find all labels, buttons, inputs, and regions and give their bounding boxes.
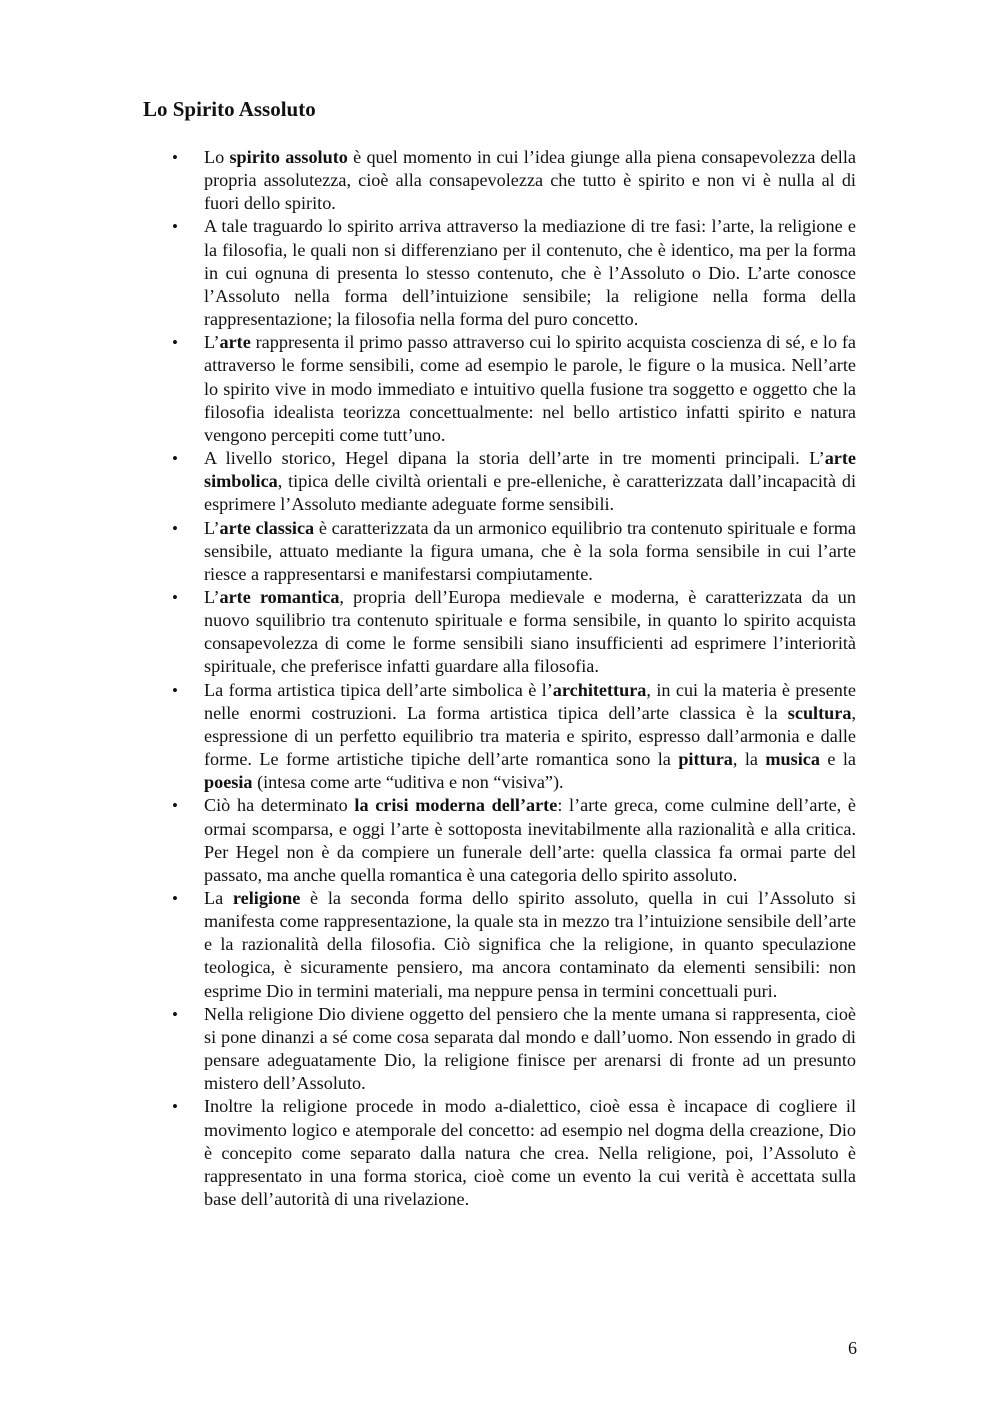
bold-term: scultura — [787, 702, 852, 723]
bullet-list — [167, 146, 856, 1211]
text-run: La forma artistica tipica dell’arte simbolica è l’ — [204, 679, 553, 700]
bullet-item — [167, 447, 856, 516]
bullet-icon: • — [172, 518, 178, 538]
page-number: 6 — [848, 1338, 857, 1358]
text-run: , propria dell’Europa medievale e moderna, è caratterizzata da un nuovo squilibrio tra contenuto spirituale e forma sensibile, in quanto lo spirito acquista consapevolezza di come le forme sensibili siano insufficienti ad esprimere l’interiorità spirituale, che preferisce infatti guardare alla filosofia. — [204, 586, 856, 677]
bullet-icon: • — [172, 1097, 178, 1117]
bullet-text — [204, 888, 856, 1001]
bold-term: la crisi moderna dell’arte — [354, 795, 558, 816]
text-run: , tipica delle civiltà orientali e pre-elleniche, è caratterizzata dall’incapacità di esprimere l’Assoluto mediante adeguate forme sensibili. — [204, 471, 856, 515]
bullet-icon: • — [172, 796, 178, 816]
text-run: L’ — [204, 517, 220, 538]
bullet-item — [167, 1003, 856, 1096]
bullet-text — [204, 518, 856, 584]
bullet-item — [167, 331, 856, 447]
bullet-icon: • — [172, 449, 178, 469]
bullet-text — [204, 216, 856, 329]
text-run: rappresenta il primo passo attraverso cui lo spirito acquista coscienza di sé, e lo fa attraverso le forme sensibili, come ad esempio le parole, le figure o la musica. Nell’arte lo spirito vive in modo immediato e intuitivo quella fusione tra soggetto e oggetto che la filosofia idealista teorizza concettualmente: nel bello artistico infatti spirito e natura vengono percepiti come tutt’uno. — [204, 332, 856, 445]
bullet-icon: • — [172, 333, 178, 353]
bold-term: architettura — [552, 679, 647, 700]
bullet-text — [204, 1096, 856, 1209]
bold-term: religione — [232, 888, 301, 908]
bullet-text — [204, 448, 856, 514]
text-run: è quel momento in cui l’idea giunge alla piena consapevolezza della propria assolutezza, cioè alla consapevolezza che tutto è spirito e non vi è nulla al di fuori dello spirito. — [204, 147, 856, 214]
bullet-text — [204, 147, 856, 213]
text-run: , in cui la materia è presente nelle enormi costruzioni. La forma artistica tipica dell’arte classica è la — [204, 679, 856, 723]
text-run: A livello storico, Hegel dipana la storia dell’arte in tre momenti principali. L’ — [204, 448, 825, 469]
bullet-item — [167, 215, 856, 331]
text-run: Inoltre la religione procede in modo a-dialettico, cioè essa è incapace di cogliere il movimento logico e atemporale del concetto: ad esempio nel dogma della creazione, Dio è concepito come separato dalla natura che crea. Nella religione, poi, l’Assoluto è rappresentato in una forma storica, cioè come un evento la cui verità è accettata sulla base dell’autorità di una rivelazione. — [204, 1096, 856, 1210]
text-run: : l’arte greca, come culmine dell’arte, è ormai scomparsa, e oggi l’arte è sottoposta inevitabilmente alla razionalità e alla critica. Per Hegel non è da compiere un funerale dell’arte: quella classica fa ormai parte del passato, ma anche quella romantica è una categoria dello spirito assoluto. — [204, 795, 856, 885]
bullet-item — [167, 146, 856, 215]
bullet-icon: • — [172, 680, 178, 700]
text-run: Ciò ha determinato — [204, 795, 355, 816]
text-run: è caratterizzata da un armonico equilibrio tra contenuto spirituale e forma sensibile, attuato mediante la figura umana, che è la sola forma sensibile in cui l’arte riesce a rappresentarsi e manifestarsi compiutamente. — [204, 517, 856, 584]
text-run: (intesa come arte “uditiva e non “visiva”). — [252, 772, 564, 793]
bullet-icon: • — [172, 889, 178, 908]
section-title: Lo Spirito Assoluto — [143, 97, 316, 121]
bullet-item — [167, 586, 856, 679]
bullet-icon: • — [172, 148, 178, 167]
text-run: Nella religione Dio diviene oggetto del pensiero che la mente umana si rappresenta, cioè si pone dinanzi a sé come cosa separata dal mondo e dall’uomo. Non essendo in grado di pensare adeguatamente Dio, la religione finisce per arenarsi di fronte ad un presunto mistero dell’Assoluto. — [204, 1003, 856, 1094]
bullet-text — [204, 332, 856, 445]
text-run: La — [204, 888, 233, 908]
bold-term: spirito assoluto — [229, 147, 348, 167]
bullet-icon: • — [172, 1004, 178, 1024]
bullet-item — [167, 887, 856, 1003]
text-run: Lo — [204, 147, 230, 167]
bold-term: musica — [765, 749, 820, 770]
bullet-item — [167, 794, 856, 887]
text-run: L’ — [204, 586, 220, 607]
bullet-icon: • — [172, 587, 178, 607]
bold-term: arte simbolica — [204, 448, 856, 492]
text-run: A tale traguardo lo spirito arriva attraverso la mediazione di tre fasi: l’arte, la religione e la filosofia, le quali non si differenziano per il contenuto, che è identico, ma per la forma in cui ognuna di presenta lo stesso contenuto, che è l’Assoluto o Dio. L’arte conosce l’Assoluto nella forma dell’intuizione sensibile; la religione nella forma della rappresentazione; la filosofia nella forma del puro concetto. — [204, 216, 856, 330]
text-run: è la seconda forma dello spirito assoluto, quella in cui l’Assoluto si manifesta come rappresentazione, la quale sta in mezzo tra l’intuizione sensibile dell’arte e la razionalità della filosofia. Ciò significa che la religione, in quanto speculazione teologica, è sicuramente pensiero, ma ancora contaminato da elementi sensibili: non esprime Dio in termini materiali, ma neppure pensa in termini concettuali puri. — [204, 888, 856, 1001]
bullet-text — [204, 795, 856, 884]
bold-term: pittura — [678, 749, 733, 770]
text-run: L’ — [204, 332, 220, 353]
bold-term: arte classica — [219, 517, 315, 538]
bullet-item — [167, 517, 856, 586]
bullet-text — [204, 680, 856, 793]
bullet-text — [204, 587, 856, 676]
bullet-text — [204, 1004, 856, 1093]
bullet-item — [167, 1095, 856, 1211]
bold-term: arte — [219, 332, 251, 353]
text-run: , la — [732, 749, 766, 770]
bullet-icon: • — [172, 217, 178, 237]
bullet-item — [167, 679, 856, 795]
bold-term: arte romantica — [219, 586, 340, 607]
bold-term: poesia — [204, 772, 253, 793]
text-run: , espressione di un perfetto equilibrio tra materia e spirito, espresso dall’armonia e dalle forme. Le forme artistiche tipiche dell’arte romantica sono la — [204, 702, 856, 770]
text-run: e la — [819, 749, 856, 770]
